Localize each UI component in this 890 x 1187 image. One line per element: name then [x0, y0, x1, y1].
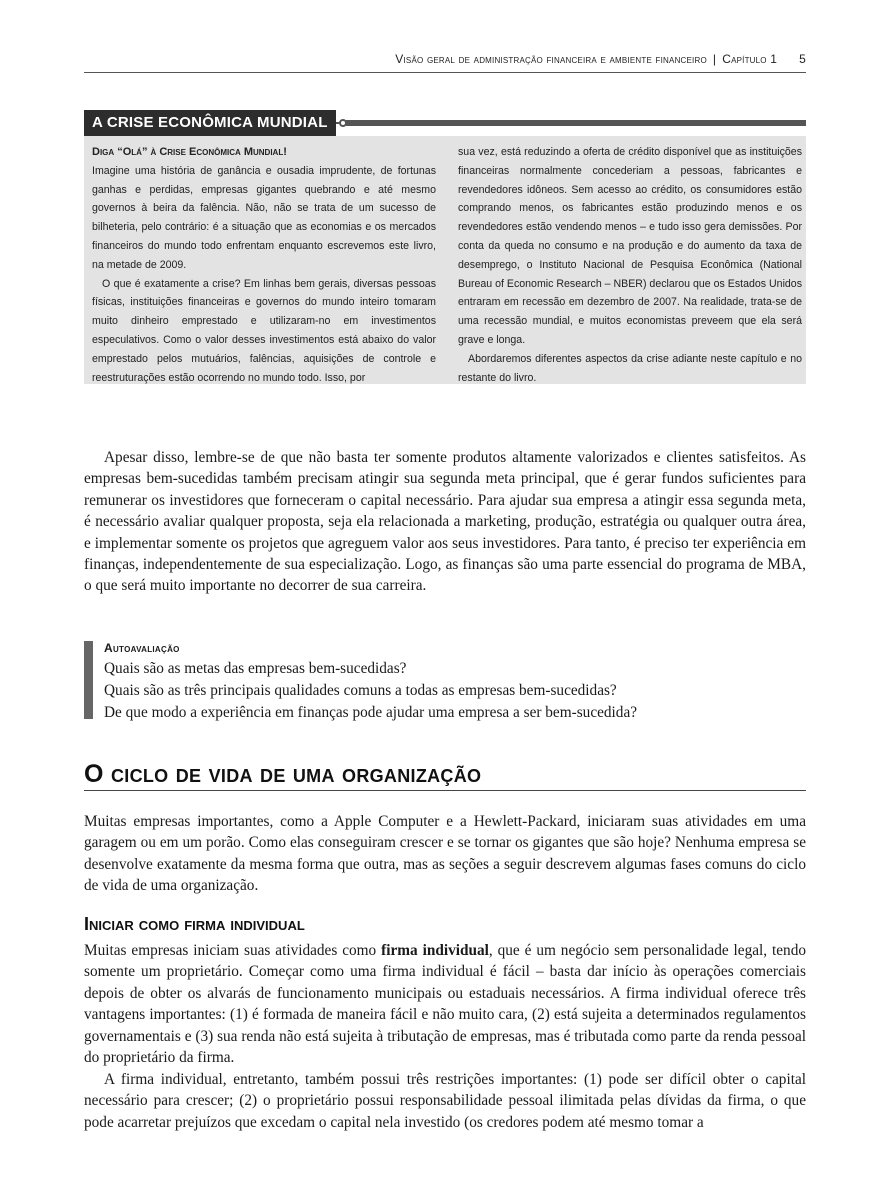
text-run: , que é um negócio sem personalidade legal, tendo somente um proprietário. Começar como uma firma individual é fácil – basta dar início às operações comerciais depois de obter os alvarás de funcionamento municipais ou estaduais necessários. A firma individual oferece três vantagens importantes: (1) é formada de maneira fácil e não muito cara, (2) está sujeita a determinados regulamentos governamentais e (3) sua renda não está sujeita à tributação de empresas, mas é tributada como parte da renda pessoal do proprietário da firma.	[84, 942, 806, 1067]
box-paragraph: Abordaremos diferentes aspectos da crise adiante neste capítulo e no restante do livro.	[458, 352, 802, 384]
self-check-question: De que modo a experiência em finanças pode ajudar uma empresa a ser bem-sucedida?	[104, 704, 638, 721]
box-column-right	[458, 143, 802, 387]
subsection-paragraph	[84, 940, 806, 1068]
box-paragraph: sua vez, está reduzindo a oferta de crédito disponível que as instituições financeiras normalmente concederiam a pessoas, fabricantes e revendedores idôneos. Sem acesso ao crédito, os consumidores estão comprando menos, os fabricantes estão produzindo menos e os revendedores estão vendendo menos – e tudo isso gera demissões. Por conta da queda no consumo e na produção e do aumento da taxa de desemprego, o Instituto Nacional de Pesquisa Econômica (National Bureau of Economic Research – NBER) declarou que os Estados Unidos entraram em recessão em dezembro de 2007. Na realidade, trata-se de uma recessão mundial, e muitos economistas preveem que ela será grave e longa.	[458, 146, 802, 346]
self-check	[84, 641, 806, 719]
page-number: 5	[799, 52, 806, 66]
self-check-question: Quais são as metas das empresas bem-sucedidas?	[104, 660, 407, 677]
key-term: firma individual	[381, 942, 489, 959]
section-rule	[84, 790, 806, 791]
subsection-paragraph: A firma individual, entretanto, também possui três restrições importantes: (1) pode ser difícil obter o capital necessário para crescer; (2) o proprietário possui responsabilidade pessoal ilimitada pelas dívidas da firma, o que pode acarretar prejuízos que excedam o capital nela investido (os credores podem até mesmo tomar a	[84, 1071, 806, 1131]
section-title: O ciclo de vida de uma organização	[84, 760, 482, 788]
header-rule	[84, 72, 806, 73]
section-intro: Muitas empresas importantes, como a Apple Computer e a Hewlett-Packard, iniciaram suas atividades em uma garagem ou em um porão. Como elas conseguiram crescer e se tornar os gigantes que são hoje? Nenhuma empresa se desenvolve exatamente da mesma forma que outra, mas as seções a seguir descrevem algumas fases comuns do ciclo de vida de uma organização.	[84, 813, 806, 895]
self-check-question: Quais são as três principais qualidades comuns a todas as empresas bem-sucedidas?	[104, 682, 617, 699]
box-column-left	[92, 143, 436, 387]
running-head	[84, 52, 806, 66]
subsection-title: Iniciar como firma individual	[84, 914, 305, 934]
box-paragraph: O que é exatamente a crise? Em linhas bem gerais, diversas pessoas físicas, instituições financeiras e governos do mundo inteiro tomaram muito dinheiro emprestado e utilizaram-no em investimentos especulativos. Como o valor desses investimentos está abaixo do valor emprestado pelos mutuários, falências, aquisições de controle e reestruturações estão ocorrendo no mundo todo. Isso, por	[92, 277, 436, 384]
running-head-separator: |	[712, 52, 717, 66]
running-head-title: Visão geral de administração financeira e ambiente financeiro	[395, 52, 707, 66]
self-check-title: Autoavaliação	[104, 641, 180, 655]
box-title: A CRISE ECONÔMICA MUNDIAL	[84, 110, 336, 136]
title-rule	[346, 120, 806, 126]
box-paragraph: Imagine uma história de ganância e ousadia imprudente, de fortunas ganhas e perdidas, empresas gigantes quebrando e até mesmo governos à beira da falência. Não, não se trata de um sucesso de bilheteria, pelo contrário: é a situação que as economias e os mercados financeiros do mundo todo enfrentam enquanto escrevemos este livro, na metade de 2009.	[92, 164, 436, 271]
box-subheading: Diga “Olá” à Crise Econômica Mundial!	[92, 146, 287, 158]
running-head-chapter: Capítulo 1	[722, 52, 778, 66]
body-paragraph: Apesar disso, lembre-se de que não basta ter somente produtos altamente valorizados e clientes satisfeitos. As empresas bem-sucedidas também precisam atingir sua segunda meta principal, que é gerar fundos suficientes para remunerar os investidores que forneceram o capital necessário. Para ajudar sua empresa a atingir essa segunda meta, é necessário avaliar qualquer proposta, seja ela relacionada a marketing, produção, estratégia ou qualquer outra área, e implementar somente os projetos que agreguem valor aos seus investidores. Para tanto, é preciso ter experiência em finanças, independentemente de sua especialização. Logo, as finanças são uma parte essencial do programa de MBA, o que será muito importante no decorrer de sua carreira.	[84, 449, 806, 595]
self-check-bar	[84, 641, 93, 719]
text-run: Muitas empresas iniciam suas atividades como	[84, 942, 382, 959]
box-title-bar	[84, 110, 806, 136]
feature-box	[84, 136, 806, 384]
